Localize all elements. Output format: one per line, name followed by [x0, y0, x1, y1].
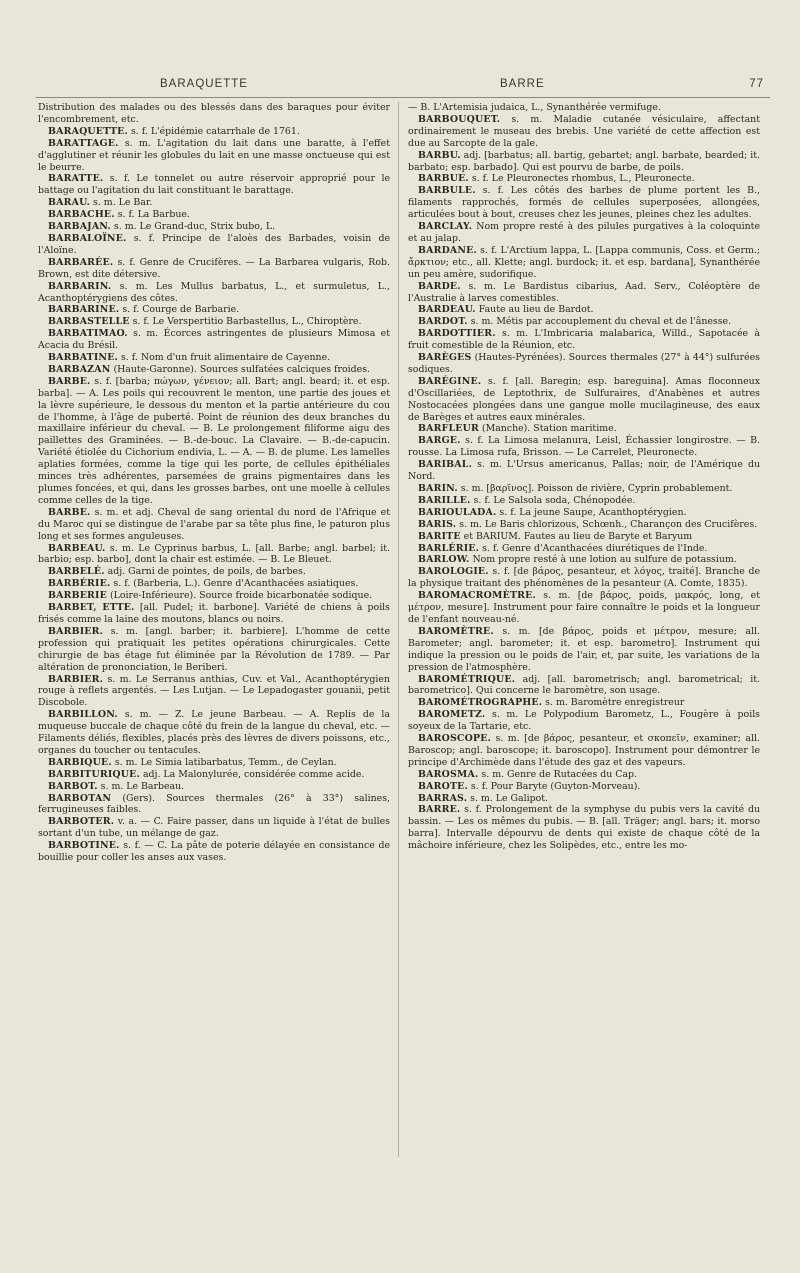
entry-definition: s. f. [de βάρος, pesanteur, et λόγος, traité]. Branche de la physique traitant des phénomènes de la pesanteur (A. Comte, 1835).	[408, 566, 760, 590]
entry-definition: (Haute-Garonne). Sources sulfatées calciques froides.	[110, 363, 370, 375]
dictionary-entry	[408, 281, 760, 305]
entry-headword: BARBATIMAO.	[48, 328, 128, 340]
entry-definition: s. m. Le Galipot.	[467, 792, 548, 804]
dictionary-entry	[408, 221, 760, 245]
entry-headword: BARBOTER.	[48, 816, 115, 828]
entry-headword: BARILLE.	[418, 494, 471, 506]
left-column	[38, 102, 390, 864]
entry-definition: Faute au lieu de Bardot.	[475, 304, 594, 316]
entry-headword: BARLÉRIE.	[418, 542, 480, 554]
entry-headword: BARÈGES	[418, 352, 472, 364]
entry-definition: (Hautes-Pyrénées). Sources thermales (27° à 44°) sulfurées sodiques.	[408, 352, 760, 375]
entry-headword: BARBARÉE.	[48, 256, 114, 268]
entry-headword: BARBACHE.	[48, 209, 115, 221]
entry-definition: (Gers). Sources thermales (26° à 33°) salines, ferrugineuses faibles.	[38, 792, 390, 816]
entry-headword: BARBIER.	[48, 673, 104, 685]
entry-headword: BARIOULADA.	[418, 506, 497, 518]
entry-headword: BARFLEUR	[418, 423, 479, 435]
entry-definition: s. m. Le Polypodium Barometz, L., Fougère à poils soyeux de la Tartarie, etc.	[408, 709, 760, 733]
header-left-title: BARAQUETTE	[160, 78, 248, 90]
dictionary-entry	[408, 316, 760, 328]
dictionary-entry	[38, 590, 390, 602]
dictionary-entry	[38, 769, 390, 781]
entry-definition: s. f. Courge de Barbarie.	[119, 304, 240, 316]
entry-headword: BARBOTINE.	[48, 840, 120, 852]
entry-definition: (Manche). Station maritime.	[478, 423, 617, 435]
entry-headword: BARÉGINE.	[418, 375, 482, 387]
dictionary-entry	[38, 793, 390, 817]
entry-definition: s. f. Prolongement de la symphyse du pubis vers la cavité du bassin. — Les os mêmes du pubis. — B. [all. Träger; angl. bars; it. morso barra]. Intervalle dépourvu de dents qui existe de chaque côté de la mâchoire inférieure, chez les Solipèdes, etc., entre les mo-	[408, 804, 760, 852]
entry-headword: BARLOW.	[418, 554, 470, 566]
entry-headword: BAROMETZ.	[418, 709, 486, 721]
dictionary-entry	[408, 804, 760, 852]
dictionary-entry	[38, 138, 390, 174]
entry-headword: BARDANE.	[418, 244, 477, 256]
entry-headword: BARBU.	[418, 149, 461, 161]
dictionary-entry	[408, 626, 760, 674]
entry-definition: s. f. Genre d'Acanthacées diurétiques de l'Inde.	[479, 542, 708, 554]
entry-headword: BARBE.	[48, 506, 91, 518]
entry-definition: s. m. et adj. Cheval de sang oriental du nord de l'Afrique et du Maroc qui se distingue de l'arabe par sa tête plus fine, le paturon plus long et ses formes anguleuses.	[38, 506, 390, 542]
dictionary-entry	[38, 316, 390, 328]
entry-definition: adj. [all. barometrisch; angl. barometrical; it. barometrico]. Qui concerne le baromètre, son usage.	[408, 673, 760, 697]
dictionary-entry	[408, 185, 760, 221]
entry-definition: s. f. Principe de l'aloès des Barbades, voisin de l'Aloïne.	[38, 232, 390, 256]
dictionary-entry	[408, 483, 760, 495]
dictionary-entry	[408, 423, 760, 435]
dictionary-entry	[38, 602, 390, 626]
entry-definition: s. f. L'épidémie catarrhale de 1761.	[127, 125, 300, 137]
entry-headword: BAROTE.	[418, 780, 468, 792]
dictionary-entry	[38, 781, 390, 793]
dictionary-entry	[408, 459, 760, 483]
dictionary-entry	[408, 674, 760, 698]
column-divider	[398, 102, 399, 1157]
entry-headword: BARDOTTIER.	[418, 328, 496, 340]
dictionary-entry	[408, 781, 760, 793]
entry-headword: BAROMACROMÈTRE.	[418, 590, 536, 602]
dictionary-entry	[38, 102, 390, 126]
dictionary-entry	[38, 578, 390, 590]
dictionary-entry	[408, 543, 760, 555]
entry-headword: BARGE.	[418, 435, 461, 447]
dictionary-entry	[38, 840, 390, 864]
entry-headword: BARDOT.	[418, 316, 468, 328]
entry-headword: BARBAJAN.	[48, 221, 111, 233]
dictionary-entry	[38, 209, 390, 221]
entry-headword: BARIN.	[418, 483, 458, 494]
entry-headword: BARBARINE.	[48, 304, 120, 316]
dictionary-entry	[38, 709, 390, 757]
entry-definition: s. f. Genre de Crucifères. — La Barbarea vulgaris, Rob. Brown, est dite détersive.	[38, 256, 390, 280]
entry-headword: BAROLOGIE.	[418, 566, 489, 578]
dictionary-entry	[408, 328, 760, 352]
dictionary-entry	[38, 674, 390, 710]
entry-definition: s. m. Le Grand-duc, Strix bubo, L.	[110, 221, 276, 233]
dictionary-entry	[38, 328, 390, 352]
entry-definition: s. f. Le Verspertitio Barbastellus, L., Chiroptère.	[129, 316, 362, 328]
entry-definition: adj. [barbatus; all. bartig, gebartet; angl. barbate, bearded; it. barbato; esp. barbado]. Qui est pourvu de barbe, de poils.	[408, 149, 760, 173]
entry-headword: BARBOUQUET.	[418, 113, 501, 125]
dictionary-entry	[408, 435, 760, 459]
entry-headword: BARBARIN.	[48, 280, 112, 292]
dictionary-entry	[408, 733, 760, 769]
entry-headword: BARBIER.	[48, 625, 104, 637]
dictionary-entry	[408, 102, 760, 114]
dictionary-entry	[38, 626, 390, 674]
dictionary-entry	[408, 173, 760, 185]
dictionary-entry	[38, 507, 390, 543]
entry-definition: — B. L'Artemisia judaica, L., Synanthérée vermifuge.	[408, 102, 661, 113]
entry-headword: BARBASTELLE	[48, 316, 130, 328]
dictionary-entry	[38, 364, 390, 376]
dictionary-entry	[408, 519, 760, 531]
dictionary-entry	[38, 352, 390, 364]
entry-definition: s. f. Pour Baryte (Guyton-Morveau).	[467, 780, 641, 792]
entry-definition: s. f. [barba; πώγων, γένειον; all. Bart; angl. beard; it. et esp. barba]. — A. Les poils qui recouvrent le menton, une partie des joues et la lèvre supérieure, le dessous du menton et la partie antérieure du cou de l'homme, à l'âge de puberté. Point de réunion des deux branches du maxillaire inférieur du cheval. — B. Le prolongement filiforme aigu des paillettes des Graminées. — B.-de-bouc. La Clavaire. — B.-de-capucin. Variété étiolée du Cichorium endivia, L. — A. — B. de plume. Les lamelles aplaties formées, comme la tige qui les porte, de cellules épithéliales minces très adhérentes, parsemées de grains pigmentaires dans les plumes foncées, et qui, dans les grosses barbes, ont une moelle à cellules comme celles de la tige.	[38, 375, 390, 506]
entry-definition: s. m. Maladie cutanée vésiculaire, affectant ordinairement le museau des brebis. Une variété de cette affection est due au Sarcopte de la gale.	[408, 113, 760, 149]
entry-headword: BARBUE.	[418, 173, 469, 185]
dictionary-entry	[408, 304, 760, 316]
entry-definition: s. f. Le Salsola soda, Chénopodée.	[470, 494, 636, 506]
entry-definition: s. f. Les côtés des barbes de plume portent les B., filaments rapprochés, formés de cellules superposées, allongées, articulées bout à bout, creuses chez les jeunes, pleines chez les adultes.	[408, 185, 760, 221]
entry-headword: BARCLAY.	[418, 221, 473, 233]
entry-definition: [all. Pudel; it. barbone]. Variété de chiens à poils frisés comme la laine des moutons, blancs ou noirs.	[38, 602, 390, 625]
entry-headword: BARRAS.	[418, 792, 468, 804]
entry-definition: s. m. Le Bar.	[90, 197, 153, 209]
entry-definition: s. m. Baromètre enregistreur	[542, 697, 685, 709]
dictionary-entry	[38, 376, 390, 507]
entry-definition: s. m. [de βάρος, poids et μέτρον, mesure; all. Barometer; angl. barometer; it. et esp. barometro]. Instrument qui indique la pression ou le poids de l'air, et, par suite, les variations de la pression de l'atmosphère.	[408, 625, 760, 673]
entry-definition: s. f. — C. La pâte de poterie délayée en consistance de bouillie pour coller les anses aux vases.	[38, 840, 390, 864]
entry-definition: s. m. Le Serranus anthias, Cuv. et Val., Acanthoptérygien rouge à reflets argentés. — Les Lutjan. — Le Lepadogaster gouanii, petit Discobole.	[38, 673, 390, 709]
entry-headword: BARITE	[418, 530, 461, 542]
dictionary-entry	[408, 245, 760, 281]
entry-headword: BARBAZAN	[48, 363, 111, 375]
entry-headword: BARBEAU.	[48, 542, 106, 554]
dictionary-entry	[38, 566, 390, 578]
entry-headword: BARBILLON.	[48, 709, 118, 721]
entry-definition: s. f. L'Arctium lappa, L. [Lappa communis, Coss. et Germ.; ἄρκτιον; etc., all. Klette; angl. burdock; it. et esp. bardana], Synanthérée un peu amère, sudorifique.	[408, 244, 760, 280]
dictionary-entry	[408, 376, 760, 424]
dictionary-entry	[408, 352, 760, 376]
entry-definition: Nom propre resté à une lotion au sulfure de potassium.	[469, 554, 737, 566]
entry-headword: BARBALOÏNE.	[48, 232, 127, 244]
entry-definition: s. m. Le Cyprinus barbus, L. [all. Barbe; angl. barbel; it. barbio; esp. barbo], dont la chair est estimée. — B. Le Bleuet.	[38, 542, 390, 566]
dictionary-entry	[38, 197, 390, 209]
dictionary-entry	[38, 543, 390, 567]
dictionary-entry	[408, 769, 760, 781]
entry-definition: Nom propre resté à des pilules purgatives à la coloquinte et au jalap.	[408, 221, 760, 244]
entry-headword: BARBOTAN	[48, 792, 112, 804]
entry-headword: BAROMÉTRIQUE.	[418, 673, 516, 685]
entry-definition: s. m. Le Baris chlorizous, Schœnh., Charançon des Crucifères.	[456, 518, 758, 530]
entry-headword: BARATTE.	[48, 173, 104, 185]
entry-definition: s. m. Métis par accouplement du cheval et de l'ânesse.	[467, 316, 732, 328]
entry-headword: BARAU.	[48, 197, 91, 209]
dictionary-entry	[408, 531, 760, 543]
entry-headword: BARBOT.	[48, 780, 98, 792]
entry-headword: BAROSCOPE.	[418, 733, 492, 745]
entry-headword: BARATTAGE.	[48, 137, 119, 149]
entry-headword: BARIBAL.	[418, 459, 473, 471]
entry-definition: s. m. [βαρῖνος]. Poisson de rivière, Cyprin probablement.	[457, 483, 733, 494]
entry-definition: s. m. [de βάρος, poids, μακρός, long, et μέτρον, mesure]. Instrument pour faire connaître le poids et la longueur de l'enfant nouveau-né.	[408, 590, 760, 625]
dictionary-entry	[38, 816, 390, 840]
entry-definition: s. m. [angl. barber; it. barbiere]. L'homme de cette profession qui pratiquait les petites opérations chirurgicales. Cette chirurgie de bas étage fut éliminée par la Révolution de 1789. — Par altération de prononciation, le Beriberi.	[38, 625, 390, 673]
entry-headword: BARDEAU.	[418, 304, 476, 316]
entry-definition: s. m. Les Mullus barbatus, L., et surmuletus, L., Acanthoptérygiens des côtes.	[38, 280, 390, 304]
entry-definition: (Loire-Inférieure). Source froide bicarbonatée sodique.	[106, 590, 373, 602]
dictionary-entry	[408, 507, 760, 519]
entry-headword: BARBATINE.	[48, 352, 119, 364]
entry-definition: s. m. L'agitation du lait dans une baratte, à l'effet d'agglutiner et réunir les globules du lait en une masse onctueuse qui est le beurre.	[38, 137, 390, 173]
dictionary-entry	[38, 233, 390, 257]
entry-headword: BAROMÈTRE.	[418, 625, 494, 637]
entry-headword: BARBÉRIE.	[48, 578, 111, 590]
entry-headword: BARBET, ETTE.	[48, 602, 135, 614]
entry-headword: BARAQUETTE.	[48, 125, 128, 137]
entry-definition: s. f. [all. Baregin; esp. bareguina]. Amas floconneux d'Oscillariées, de Leptothrix, de Sulfuraires, d'Anabènes et autres Nostocacées plongées dans une gangue molle mucilagineuse, des eaux de Barèges et autres eaux minérales.	[408, 375, 760, 423]
entry-headword: BARRE.	[418, 804, 461, 816]
header-rule	[36, 97, 770, 98]
entry-headword: BARBERIE	[48, 590, 107, 602]
entry-definition: v. a. — C. Faire passer, dans un liquide à l'état de bulles sortant d'un tube, un mélange de gaz.	[38, 816, 390, 840]
entry-headword: BARBITURIQUE.	[48, 768, 140, 780]
dictionary-entry	[38, 257, 390, 281]
entry-definition: s. m. — Z. Le jeune Barbeau. — A. Replis de la muqueuse buccale de chaque côté du frein de la langue du cheval, etc. — Filaments déliés, flexibles, placés près des lèvres de divers poissons, etc., organes du toucher ou tentacules.	[38, 709, 390, 756]
entry-headword: BARBELÉ.	[48, 566, 105, 578]
right-column	[408, 102, 760, 852]
entry-definition: s. f. La Limosa melanura, Leisl, Échassier longirostre. — B. rousse. La Limosa rufa, Brisson. — Le Carrelet, Pleuronecte.	[408, 435, 760, 459]
header-right-title: BARRE	[500, 78, 545, 90]
entry-definition: s. m. Le Simia latibarbatus, Temm., de Ceylan.	[111, 756, 337, 768]
entry-definition: s. m. [de βάρος, pesanteur, et σκοπεῖν, examiner; all. Baroscop; angl. baroscope; it. baroscopo]. Instrument pour démontrer le principe d'Archimède dans l'étude des gaz et des vapeurs.	[408, 733, 760, 768]
entry-definition: s. f. (Barberia, L.). Genre d'Acanthacées asiatiques.	[110, 578, 359, 590]
entry-definition: s. m. Le Bardistus cibarius, Aad. Serv., Coléoptère de l'Australie à larves comestibles.	[408, 280, 760, 304]
entry-headword: BAROMÉTROGRAPHE.	[418, 697, 543, 709]
entry-headword: BARBIQUE.	[48, 756, 112, 768]
dictionary-entry	[408, 793, 760, 805]
dictionary-entry	[408, 709, 760, 733]
dictionary-entry	[38, 126, 390, 138]
dictionary-entry	[408, 495, 760, 507]
dictionary-entry	[408, 114, 760, 150]
entry-headword: BARBE.	[48, 375, 91, 387]
dictionary-entry	[38, 281, 390, 305]
entry-definition: s. f. Le Pleuronectes rhombus, L., Pleuronecte.	[468, 173, 695, 185]
dictionary-entry	[408, 566, 760, 590]
entry-definition: s. f. La jeune Saupe, Acanthoptérygien.	[496, 506, 687, 518]
entry-definition: s. f. La Barbue.	[114, 209, 190, 221]
dictionary-entry	[38, 221, 390, 233]
dictionary-entry	[408, 590, 760, 626]
entry-definition: s. m. L'Ursus americanus, Pallas; noir, de l'Amérique du Nord.	[408, 459, 760, 483]
entry-headword: BARDE.	[418, 280, 461, 292]
dictionary-entry	[408, 697, 760, 709]
entry-headword: BAROSMA.	[418, 768, 479, 780]
entry-definition: s. m. Le Barbeau.	[97, 780, 185, 792]
running-header	[32, 78, 772, 94]
entry-definition: adj. La Malonylurée, considérée comme acide.	[139, 768, 365, 780]
entry-definition: Distribution des malades ou des blessés dans des baraques pour éviter l'encombrement, etc.	[38, 102, 390, 125]
entry-definition: s. m. Genre de Rutacées du Cap.	[478, 768, 638, 780]
dictionary-entry	[408, 150, 760, 174]
page-number: 77	[749, 78, 764, 90]
dictionary-entry	[38, 173, 390, 197]
entry-definition: et BARIUM. Fautes au lieu de Baryte et Baryum	[460, 530, 693, 542]
entry-definition: s. f. Le tonnelet ou autre réservoir approprié pour le battage ou l'agitation du lait constituant le barattage.	[38, 173, 390, 197]
entry-definition: s. f. Nom d'un fruit alimentaire de Cayenne.	[118, 352, 331, 364]
dictionary-entry	[38, 757, 390, 769]
dictionary-entry	[408, 554, 760, 566]
entry-definition: s. m. L'Imbricaria malabarica, Willd., Sapotacée à fruit comestible de la Réunion, etc.	[408, 328, 760, 352]
entry-definition: s. m. Écorces astringentes de plusieurs Mimosa et Acacia du Brésil.	[38, 328, 390, 352]
entry-headword: BARIS.	[418, 518, 457, 530]
entry-definition: adj. Garni de pointes, de poils, de barbes.	[104, 566, 306, 578]
entry-headword: BARBULE.	[418, 185, 476, 197]
dictionary-entry	[38, 304, 390, 316]
